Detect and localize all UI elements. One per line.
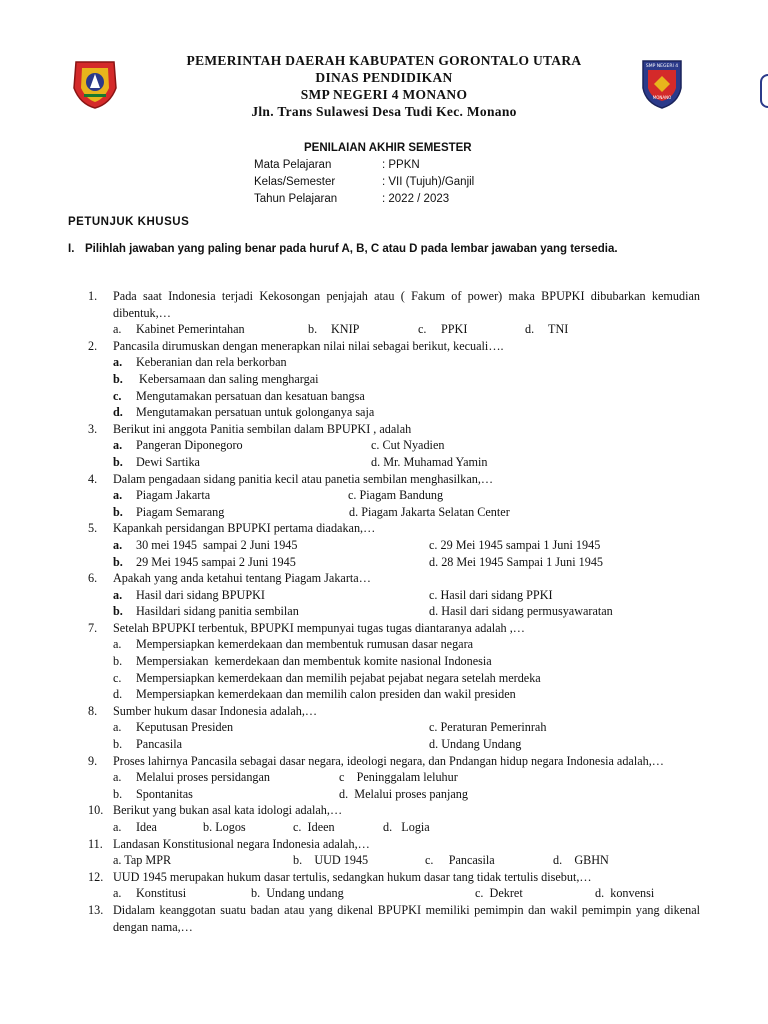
question-number: 10. [88, 803, 104, 818]
answer-option [113, 885, 186, 902]
option-letter: c. [418, 322, 427, 337]
answer-option [113, 637, 473, 651]
question-text: Pancasila dirumuskan dengan menerapkan nilai nilai sebagai berikut, kecuali…. [113, 338, 504, 353]
question-text: Dalam pengadaan sidang panitia kecil atau panetia sembilan menghasilkan,… [113, 471, 494, 486]
answer-option [113, 719, 233, 736]
question-list [88, 288, 700, 935]
answer-option [348, 487, 443, 504]
question-number: 2. [88, 338, 98, 353]
answer-option [113, 786, 193, 803]
info-row-class: Kelas/Semester : VII (Tujuh)/Ganjil [254, 176, 475, 188]
option-text: Mempersiapkan kemerdekaan dan memilih calon presiden dan wakil presiden [136, 687, 516, 702]
option-row [113, 321, 700, 338]
school-logo-top-text: SMP NEGERI 4 [645, 64, 679, 69]
option-row [113, 852, 700, 869]
option-text: Dewi Sartika [136, 454, 200, 469]
option-letter: d. [113, 687, 123, 702]
answer-option [429, 537, 600, 554]
answer-option [595, 885, 654, 902]
answer-option [113, 654, 492, 668]
answer-option [113, 321, 245, 338]
option-row [88, 354, 700, 371]
option-text: Melalui proses persidangan [136, 770, 271, 785]
option-row [113, 487, 700, 504]
option-text: c. Dekret [475, 886, 523, 901]
answer-option [349, 504, 510, 521]
question-2 [88, 338, 700, 355]
question-text: Sumber hukum dasar Indonesia adalah,… [113, 703, 318, 718]
answer-option [429, 719, 546, 736]
question-text: Kapankah persidangan BPUPKI pertama diadakan,… [113, 521, 376, 536]
answer-option [371, 437, 444, 454]
answer-option [113, 537, 297, 554]
section-title: PETUNJUK KHUSUS [68, 216, 190, 228]
exam-title: PENILAIAN AKHIR SEMESTER [304, 142, 472, 154]
option-letter: a. [113, 355, 123, 370]
answer-option [339, 769, 458, 786]
option-row [113, 719, 700, 736]
option-text: Konstitusi [136, 886, 187, 901]
option-text: c Peninggalam leluhur [339, 770, 458, 785]
option-letter: a. [113, 488, 123, 503]
option-letter: b. [113, 554, 123, 569]
option-text: Mengutamakan persatuan dan kesatuan bangsa [136, 388, 365, 403]
option-row [88, 686, 700, 703]
option-row [113, 437, 700, 454]
option-text: b. Undang undang [251, 886, 344, 901]
option-text: c. Piagam Bandung [348, 488, 444, 503]
answer-option [429, 554, 603, 571]
question-5 [88, 520, 700, 537]
option-letter: a. [113, 886, 122, 901]
option-letter: a. [113, 587, 123, 602]
answer-option [293, 852, 368, 869]
option-letter: a. [113, 322, 122, 337]
option-letter: d. [525, 322, 535, 337]
answer-option [383, 819, 430, 836]
question-text: Berikut ini anggota Panitia sembilan dalam BPUPKI , adalah [113, 421, 412, 436]
option-letter: a. [113, 820, 122, 834]
question-number: 8. [88, 703, 98, 718]
answer-option [113, 687, 516, 701]
answer-option [113, 819, 157, 836]
question-12 [88, 869, 700, 886]
option-text: d. konvensi [595, 886, 655, 901]
answer-option [113, 671, 541, 685]
option-letter: b. [113, 786, 123, 801]
question-10 [88, 802, 700, 819]
question-11 [88, 836, 700, 853]
option-text: d. Undang Undang [429, 737, 522, 752]
option-row [113, 537, 700, 554]
option-text: d. Mr. Muhamad Yamin [371, 454, 488, 469]
question-9 [88, 753, 700, 770]
option-row [113, 554, 700, 571]
option-row [88, 371, 700, 388]
option-text: b. Logos [203, 820, 246, 834]
answer-option [293, 819, 335, 836]
answer-option [429, 587, 553, 604]
option-row [113, 603, 700, 620]
option-row [113, 504, 700, 521]
option-letter: b. [113, 454, 123, 469]
option-text: 30 mei 1945 sampai 2 Juni 1945 [136, 537, 298, 552]
answer-option [429, 603, 613, 620]
option-text: d. Hasil dari sidang permusyawaratan [429, 604, 613, 619]
question-number: 9. [88, 753, 98, 768]
answer-option [113, 603, 299, 620]
option-letter: a. [113, 637, 122, 652]
exam-info [254, 140, 474, 208]
question-text: Pada saat Indonesia terjadi Kekosongan penjajah atau ( Fakum of power) maka BPUPKI dibubarkan kemudian dibentuk,… [113, 289, 700, 320]
option-text: TNI [548, 322, 569, 337]
answer-option [525, 321, 568, 338]
option-text: Mengutamakan persatuan untuk golonganya saja [136, 405, 375, 420]
option-text: c. Ideen [293, 820, 335, 834]
option-text: Mempersiapkan kemerdekaan dan membentuk rumusan dasar negara [136, 637, 474, 652]
option-letter: b. [113, 371, 123, 386]
option-row [113, 736, 700, 753]
option-letter: c. [113, 670, 122, 685]
option-row [88, 670, 700, 687]
option-letter: a. [113, 770, 122, 785]
answer-option [113, 389, 365, 403]
option-text: c. Cut Nyadien [371, 438, 445, 453]
answer-option [113, 437, 243, 454]
option-text: d. Melalui proses panjang [339, 786, 468, 801]
option-text: Kebersamaan dan saling menghargai [136, 371, 319, 386]
header-line-address: Jln. Trans Sulawesi Desa Tudi Kec. Monano [251, 104, 517, 119]
instruction [68, 242, 700, 257]
question-text: Didalam keanggotan suatu badan atau yang dikenal BPUPKI memiliki pemimpin dan wakil pemimpin yang dikenal dengan nama,… [113, 902, 700, 934]
option-text: Spontanitas [136, 786, 193, 801]
option-text: d. 28 Mei 1945 Sampai 1 Juni 1945 [429, 554, 604, 569]
question-number: 5. [88, 521, 98, 536]
question-number: 11. [88, 836, 103, 851]
answer-option [429, 736, 521, 753]
question-text: UUD 1945 merupakan hukum dasar tertulis, sedangkan hukum dasar tang tidak tertulis disebut,… [113, 869, 592, 884]
option-letter: d. [113, 405, 123, 420]
option-text: Idea [136, 820, 157, 834]
question-text: Apakah yang anda ketahui tentang Piagam Jakarta… [113, 571, 371, 586]
option-text: Hasildari sidang panitia sembilan [136, 604, 299, 619]
option-text: c. Hasil dari sidang PPKI [429, 587, 553, 602]
option-text: a. Tap MPR [113, 853, 172, 868]
option-text: Keputusan Presiden [136, 720, 234, 735]
question-text: Setelah BPUPKI terbentuk, BPUPKI mempunyai tugas tugas diantaranya adalah ,… [113, 620, 525, 635]
question-number: 4. [88, 471, 98, 486]
option-row [113, 769, 700, 786]
answer-option [553, 852, 609, 869]
question-8 [88, 703, 700, 720]
question-number: 1. [88, 289, 98, 303]
answer-option [113, 852, 171, 869]
option-row [113, 786, 700, 803]
option-text: d. Piagam Jakarta Selatan Center [349, 504, 510, 519]
info-row-subject: Mata Pelajaran : PPKN [254, 159, 420, 171]
answer-option [113, 587, 265, 604]
answer-option [113, 504, 224, 521]
answer-option [113, 554, 296, 571]
option-text: Keberanian dan rela berkorban [136, 355, 287, 370]
option-row [113, 454, 700, 471]
question-4 [88, 471, 700, 488]
answer-option [251, 885, 344, 902]
option-row [88, 404, 700, 421]
option-row [113, 587, 700, 604]
option-text: Kabinet Pemerintahan [136, 322, 245, 337]
question-6 [88, 570, 700, 587]
option-letter: b. [113, 654, 123, 669]
question-text: Berikut yang bukan asal kata idologi adalah,… [113, 803, 343, 818]
answer-option [339, 786, 468, 803]
question-number: 12. [88, 869, 104, 884]
question-number: 6. [88, 571, 98, 586]
question-3 [88, 421, 700, 438]
question-number: 7. [88, 620, 98, 635]
header-line-government: PEMERINTAH DAERAH KABUPATEN GORONTALO UTARA [186, 53, 582, 68]
option-letter: a. [113, 537, 123, 552]
instruction-text: Pilihlah jawaban yang paling benar pada huruf A, B, C atau D pada lembar jawaban yang tersedia. [85, 243, 618, 255]
option-row [88, 653, 700, 670]
option-text: Mempersiapkan kemerdekaan dan memilih pejabat pejabat negara setelah merdeka [136, 670, 541, 685]
header-line-department: DINAS PENDIDIKAN [315, 70, 453, 85]
answer-option [113, 487, 210, 504]
question-1 [88, 288, 700, 321]
option-text: Pancasila [136, 737, 183, 752]
option-text: 29 Mei 1945 sampai 2 Juni 1945 [136, 554, 296, 569]
option-letter: a. [113, 438, 123, 453]
school-logo-bottom-text: MONANO [652, 95, 672, 100]
answer-option [308, 321, 359, 338]
option-letter: c. [113, 388, 122, 403]
answer-option [113, 769, 270, 786]
option-text: Pangeran Diponegoro [136, 438, 243, 453]
option-text: Piagam Semarang [136, 504, 225, 519]
option-text: PPKI [441, 322, 468, 337]
option-row [113, 819, 700, 836]
answer-option [113, 736, 182, 753]
answer-option [475, 885, 523, 902]
question-number: 3. [88, 421, 98, 436]
answer-option [418, 321, 467, 338]
letterhead [0, 52, 768, 120]
option-row [113, 885, 700, 902]
option-text: d. GBHN [553, 853, 609, 868]
option-text: c. Pancasila [425, 853, 495, 868]
option-letter: b. [113, 737, 123, 752]
answer-option [113, 454, 200, 471]
header-line-school: SMP NEGERI 4 MONANO [300, 87, 468, 102]
answer-option [113, 405, 374, 419]
option-letter: b. [113, 604, 123, 619]
option-letter: b. [113, 504, 123, 519]
option-text: Hasil dari sidang BPUPKI [136, 587, 265, 602]
question-text: Landasan Konstitusional negara Indonesia adalah,… [113, 836, 370, 851]
option-text: Piagam Jakarta [136, 488, 211, 503]
question-number: 13. [88, 902, 104, 917]
option-text: b. UUD 1945 [293, 853, 369, 868]
instruction-number: I. [68, 243, 75, 255]
option-text: KNIP [331, 322, 360, 337]
answer-option [371, 454, 487, 471]
answer-option [425, 852, 495, 869]
question-7 [88, 620, 700, 637]
question-text: Proses lahirnya Pancasila sebagai dasar negara, ideologi negara, dan Pndangan hidup negara Indonesia adalah,… [113, 753, 664, 768]
option-letter: b. [308, 322, 318, 337]
option-letter: a. [113, 720, 122, 735]
option-row [88, 388, 700, 405]
answer-option [113, 372, 319, 386]
option-text: c. 29 Mei 1945 sampai 1 Juni 1945 [429, 537, 601, 552]
option-row [88, 636, 700, 653]
option-text: d. Logia [383, 820, 430, 834]
question-13 [88, 902, 700, 935]
info-row-year: Tahun Pelajaran : 2022 / 2023 [254, 193, 450, 205]
option-text: Mempersiakan kemerdekaan dan membentuk komite nasional Indonesia [136, 654, 492, 669]
answer-option [113, 355, 287, 369]
answer-option [203, 819, 246, 836]
option-text: c. Peraturan Pemerinrah [429, 720, 547, 735]
